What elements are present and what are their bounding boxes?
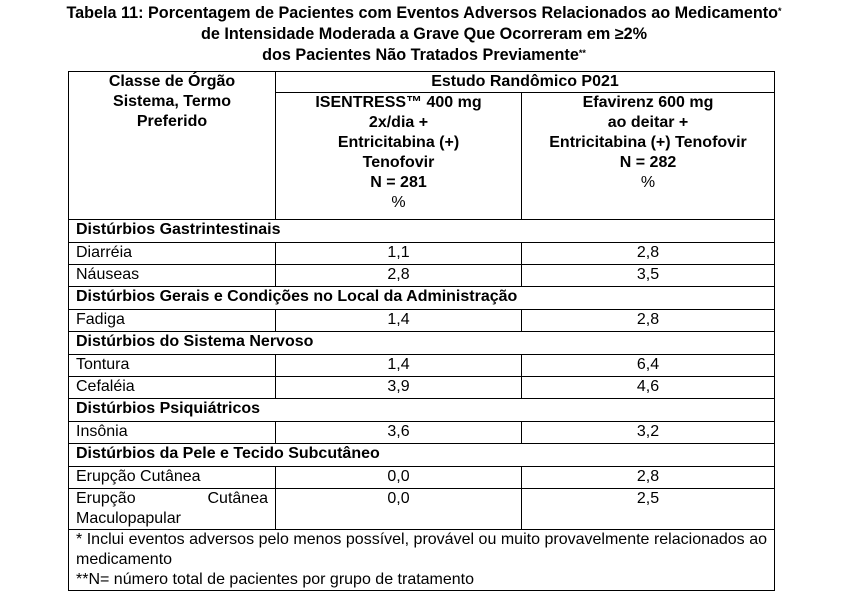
section-title: Distúrbios Gerais e Condições no Local da Administração [69, 287, 775, 310]
efavirenz-value: 3,2 [522, 422, 775, 444]
term-cell: Diarréia [69, 243, 276, 265]
term-word: Erupção [76, 490, 136, 507]
table-row [69, 467, 775, 489]
section-row [69, 399, 775, 422]
header-efavirenz: Efavirenz 600 mg ao deitar + Entricitabina (+) Tenofovir N = 282 % [522, 93, 775, 220]
efavirenz-value: 6,4 [522, 355, 775, 377]
term-cell: Fadiga [69, 310, 276, 332]
term-cell: Erupção Cutânea [69, 467, 276, 489]
header-row-study [69, 72, 775, 93]
table-row [69, 243, 775, 265]
caption-line-3: dos Pacientes Não Tratados Previamente [262, 46, 579, 64]
table-row [69, 377, 775, 399]
isentress-value: 3,9 [276, 377, 522, 399]
section-row [69, 287, 775, 310]
term-cell [69, 489, 276, 530]
isentress-value: 3,6 [276, 422, 522, 444]
section-title: Distúrbios Psiquiátricos [69, 399, 775, 422]
footnotes-row [69, 530, 775, 591]
isentress-value: 2,8 [276, 265, 522, 287]
table-caption [0, 3, 848, 66]
term-cell: Náuseas [69, 265, 276, 287]
section-title: Distúrbios do Sistema Nervoso [69, 332, 775, 355]
efavirenz-value: 2,5 [522, 489, 775, 530]
efavirenz-value: 3,5 [522, 265, 775, 287]
term-cell: Tontura [69, 355, 276, 377]
section-title: Distúrbios Gastrintestinais [69, 220, 775, 243]
section-row [69, 220, 775, 243]
efavirenz-value: 2,8 [522, 310, 775, 332]
caption-line-2: de Intensidade Moderada a Grave Que Ocorreram em ≥2% [200, 25, 648, 43]
efavirenz-value: 4,6 [522, 377, 775, 399]
table-row [69, 489, 775, 530]
table-row [69, 422, 775, 444]
table-row [69, 310, 775, 332]
section-row [69, 444, 775, 467]
caption-mark-1: * [778, 6, 782, 16]
term-line-2: Maculopapular [76, 510, 181, 527]
term-cell: Cefaléia [69, 377, 276, 399]
isentress-value: 1,1 [276, 243, 522, 265]
table-row [69, 265, 775, 287]
footnote-2: **N= número total de pacientes por grupo de tratamento [76, 571, 475, 588]
caption-line-1: Tabela 11: Porcentagem de Pacientes com Eventos Adversos Relacionados ao Medicamento [66, 4, 779, 22]
section-title: Distúrbios da Pele e Tecido Subcutâneo [69, 444, 775, 467]
footnote-1: * Inclui eventos adversos pelo menos possível, provável ou muito provavelmente relacionados ao medicamento [76, 531, 767, 568]
isentress-value: 0,0 [276, 489, 522, 530]
footnotes [69, 530, 775, 591]
header-organ-class: Classe de Órgão Sistema, Termo Preferido [69, 72, 276, 220]
term-word: Cutânea [207, 490, 268, 507]
header-study: Estudo Randômico P021 [276, 72, 775, 93]
efavirenz-value: 2,8 [522, 243, 775, 265]
efavirenz-value: 2,8 [522, 467, 775, 489]
section-row [69, 332, 775, 355]
isentress-value: 0,0 [276, 467, 522, 489]
table-row [69, 355, 775, 377]
adverse-events-table [68, 71, 775, 591]
isentress-value: 1,4 [276, 355, 522, 377]
term-cell: Insônia [69, 422, 276, 444]
caption-mark-3: ** [578, 48, 586, 58]
isentress-value: 1,4 [276, 310, 522, 332]
header-isentress: ISENTRESS™ 400 mg 2x/dia + Entricitabina (+) Tenofovir N = 281 % [276, 93, 522, 220]
